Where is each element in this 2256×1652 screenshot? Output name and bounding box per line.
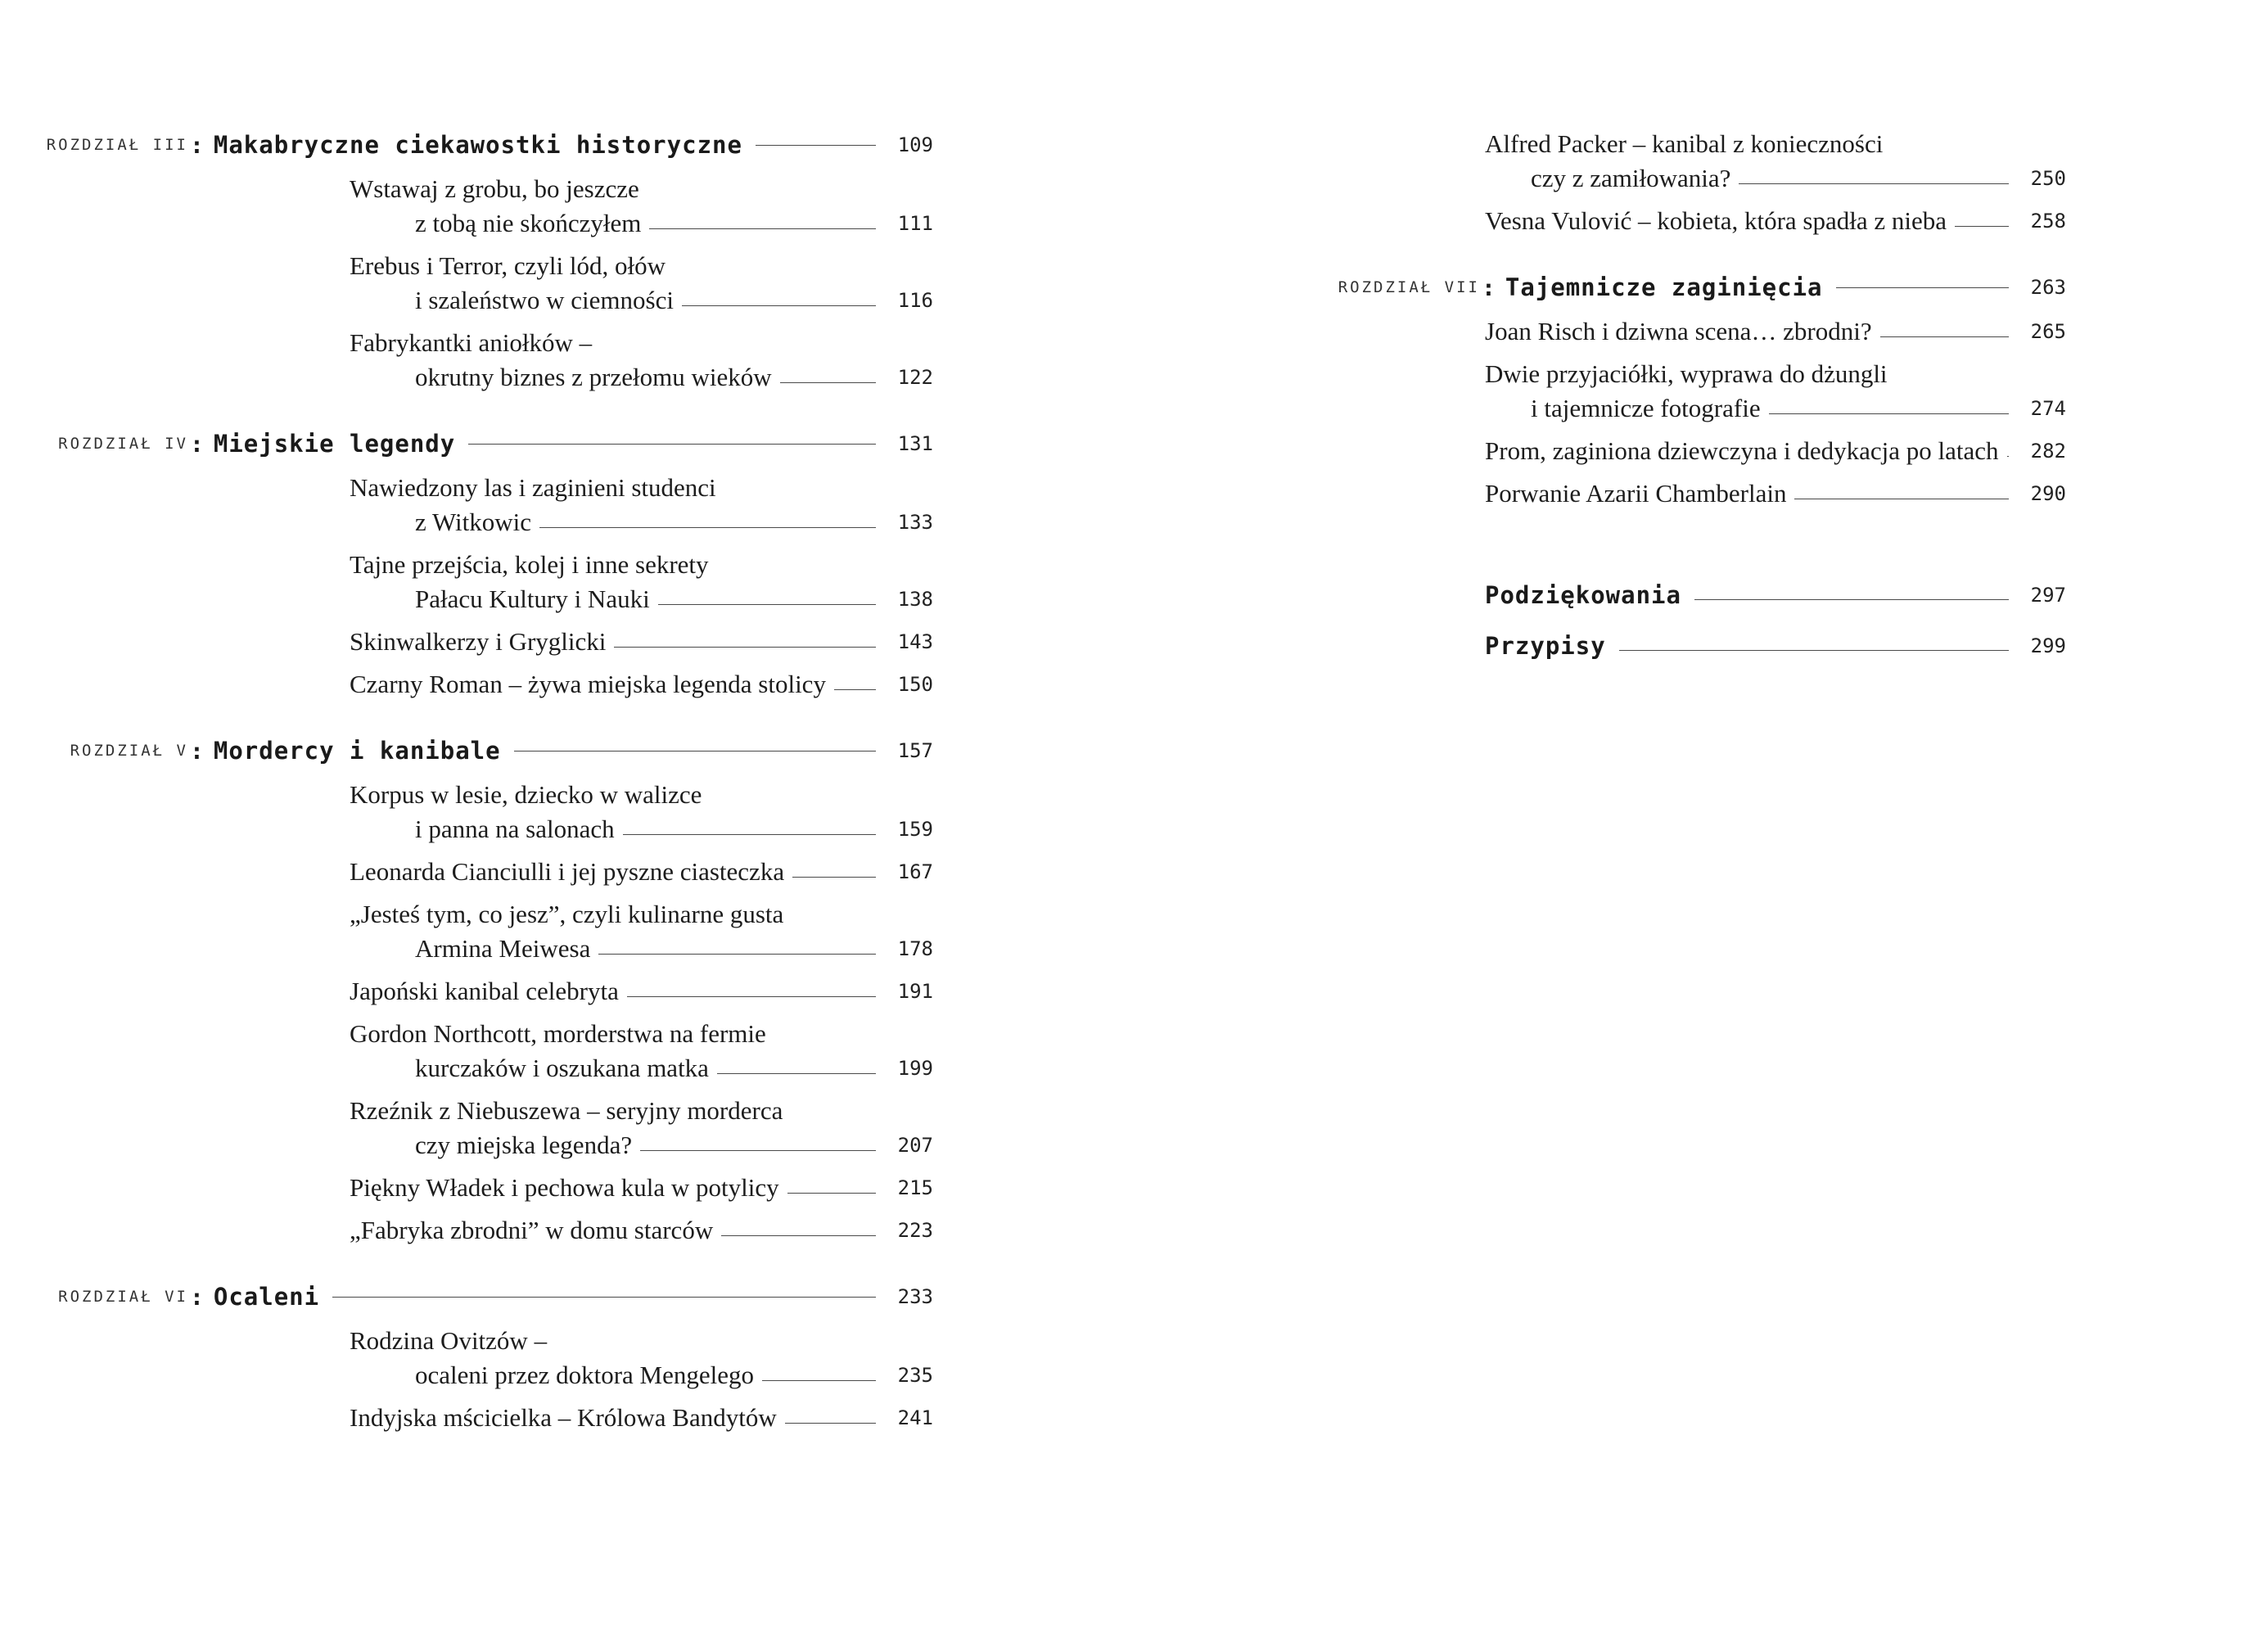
entry-first-line: Nawiedzony las i zaginieni studenci bbox=[350, 473, 716, 502]
leader-rule bbox=[2007, 456, 2010, 457]
toc-entry bbox=[415, 508, 933, 537]
toc-entry bbox=[1485, 317, 2066, 346]
toc-entry bbox=[350, 670, 933, 699]
chapter-colon: : bbox=[190, 737, 204, 765]
leader-rule bbox=[649, 228, 876, 229]
toc-entry bbox=[415, 585, 933, 614]
chapter-title: Miejskie legendy bbox=[213, 430, 456, 458]
entry-title: Leonarda Cianciulli i jej pyszne ciasteczka bbox=[350, 857, 785, 886]
entry-title: z tobą nie skończyłem bbox=[415, 209, 642, 237]
leader-rule bbox=[514, 751, 876, 752]
entry-title: ocaleni przez doktora Mengelego bbox=[415, 1361, 755, 1389]
chapter-heading bbox=[16, 737, 933, 765]
page-number: 122 bbox=[897, 366, 933, 389]
page-number: 265 bbox=[2030, 320, 2066, 343]
entry-title: Japoński kanibal celebryta bbox=[350, 977, 619, 1005]
leader-rule bbox=[792, 877, 876, 878]
chapter-title: Mordercy i kanibale bbox=[213, 737, 501, 765]
entry-first-line: Alfred Packer – kanibal z konieczności bbox=[1485, 129, 1884, 158]
toc-entry bbox=[1485, 206, 2066, 236]
toc-entry bbox=[415, 934, 933, 964]
leader-rule bbox=[780, 382, 876, 383]
page-number: 223 bbox=[897, 1219, 933, 1242]
entry-title: Indyjska mścicielka – Królowa Bandytów bbox=[350, 1403, 777, 1432]
entry-title: Joan Risch i dziwna scena… zbrodni? bbox=[1485, 317, 1872, 345]
entry-first-line: Fabrykantki aniołków – bbox=[350, 328, 593, 357]
chapter-title: Makabryczne ciekawostki historyczne bbox=[213, 131, 742, 159]
leader-rule bbox=[785, 1423, 876, 1424]
page-number: 159 bbox=[897, 818, 933, 841]
entry-title: i panna na salonach bbox=[415, 815, 615, 843]
page-number: 290 bbox=[2030, 482, 2066, 505]
toc-entry bbox=[415, 1361, 933, 1390]
toc-entry bbox=[415, 209, 933, 238]
leader-rule bbox=[468, 444, 876, 445]
leader-rule bbox=[682, 305, 876, 306]
page-number: 150 bbox=[897, 673, 933, 696]
leader-rule bbox=[1619, 650, 2009, 651]
entry-first-line: Erebus i Terror, czyli lód, ołów bbox=[350, 251, 666, 280]
leader-rule bbox=[614, 647, 876, 648]
page-number: 297 bbox=[2030, 584, 2066, 607]
chapter-colon: : bbox=[190, 1283, 204, 1311]
leader-rule bbox=[598, 954, 876, 955]
leader-rule bbox=[623, 834, 876, 835]
entry-first-line: Gordon Northcott, morderstwa na fermie bbox=[350, 1019, 766, 1048]
toc-entry bbox=[1531, 164, 2066, 193]
entry-title: Porwanie Azarii Chamberlain bbox=[1485, 479, 1787, 508]
toc-entry bbox=[350, 1216, 933, 1245]
leader-rule bbox=[332, 1297, 876, 1298]
page-number: 178 bbox=[897, 937, 933, 960]
toc-entry bbox=[1531, 394, 2066, 423]
chapter-prefix: ROZDZIAŁ VII bbox=[1338, 278, 1480, 296]
page-number: 111 bbox=[897, 212, 933, 235]
page-number: 274 bbox=[2030, 397, 2066, 420]
chapter-prefix: ROZDZIAŁ IV bbox=[58, 435, 188, 453]
end-matter-title: Przypisy bbox=[1485, 632, 1606, 660]
toc-entry bbox=[1485, 479, 2066, 508]
chapter-title: Tajemnicze zaginięcia bbox=[1505, 273, 1823, 301]
page-number: 199 bbox=[897, 1057, 933, 1080]
entry-title: Czarny Roman – żywa miejska legenda stolicy bbox=[350, 670, 826, 698]
page-number: 258 bbox=[2030, 210, 2066, 232]
leader-rule bbox=[1880, 336, 2009, 337]
page-number: 282 bbox=[2030, 440, 2066, 463]
chapter-colon: : bbox=[1482, 273, 1496, 301]
leader-rule bbox=[1955, 226, 2009, 227]
end-matter-entry bbox=[1485, 632, 2066, 660]
page-number: 157 bbox=[897, 739, 933, 762]
entry-first-line: „Jesteś tym, co jesz”, czyli kulinarne gusta bbox=[350, 900, 784, 928]
leader-rule bbox=[1694, 599, 2009, 600]
page-number: 215 bbox=[897, 1176, 933, 1199]
page-number: 207 bbox=[897, 1134, 933, 1157]
page-number: 109 bbox=[897, 133, 933, 156]
toc-entry bbox=[350, 857, 933, 887]
entry-title: Skinwalkerzy i Gryglicki bbox=[350, 627, 607, 656]
leader-rule bbox=[539, 527, 876, 528]
entry-title: i szaleństwo w ciemności bbox=[415, 286, 674, 314]
entry-first-line: Rodzina Ovitzów – bbox=[350, 1326, 548, 1355]
chapter-prefix: ROZDZIAŁ VI bbox=[58, 1288, 188, 1306]
toc-entry bbox=[415, 815, 933, 844]
entry-first-line: Tajne przejścia, kolej i inne sekrety bbox=[350, 550, 709, 579]
page-number: 235 bbox=[897, 1364, 933, 1387]
entry-title: kurczaków i oszukana matka bbox=[415, 1054, 709, 1082]
page-number: 131 bbox=[897, 432, 933, 455]
leader-rule bbox=[787, 1193, 876, 1194]
toc-entry bbox=[415, 363, 933, 392]
toc-entry bbox=[1485, 436, 2066, 466]
entry-title: okrutny biznes z przełomu wieków bbox=[415, 363, 772, 391]
leader-rule bbox=[1739, 183, 2009, 184]
page-number: 116 bbox=[897, 289, 933, 312]
toc-entry bbox=[415, 1131, 933, 1160]
leader-rule bbox=[1836, 287, 2009, 288]
page-number: 133 bbox=[897, 511, 933, 534]
entry-title: Vesna Vulović – kobieta, która spadła z nieba bbox=[1485, 206, 1947, 235]
toc-entry bbox=[415, 286, 933, 315]
chapter-colon: : bbox=[190, 131, 204, 159]
leader-rule bbox=[834, 689, 876, 690]
page-number: 250 bbox=[2030, 167, 2066, 190]
entry-first-line: Dwie przyjaciółki, wyprawa do dżungli bbox=[1485, 359, 1888, 388]
chapter-prefix: ROZDZIAŁ V bbox=[70, 742, 188, 760]
leader-rule bbox=[627, 996, 876, 997]
entry-title: Piękny Władek i pechowa kula w potylicy bbox=[350, 1173, 779, 1202]
leader-rule bbox=[640, 1150, 876, 1151]
chapter-prefix: ROZDZIAŁ III bbox=[46, 136, 188, 154]
chapter-heading bbox=[16, 131, 933, 159]
page-number: 191 bbox=[897, 980, 933, 1003]
leader-rule bbox=[756, 145, 876, 146]
toc-entry bbox=[350, 1403, 933, 1433]
page-number: 241 bbox=[897, 1406, 933, 1429]
toc-entry bbox=[415, 1054, 933, 1083]
toc-entry bbox=[350, 1173, 933, 1203]
entry-title: czy z zamiłowania? bbox=[1531, 164, 1731, 192]
page-number: 233 bbox=[897, 1285, 933, 1308]
page-number: 167 bbox=[897, 860, 933, 883]
end-matter-entry bbox=[1485, 581, 2066, 609]
entry-title: Pałacu Kultury i Nauki bbox=[415, 585, 650, 613]
chapter-colon: : bbox=[190, 430, 204, 458]
leader-rule bbox=[717, 1073, 876, 1074]
entry-title: i tajemnicze fotografie bbox=[1531, 394, 1761, 422]
page-number: 299 bbox=[2030, 634, 2066, 657]
entry-first-line: Korpus w lesie, dziecko w walizce bbox=[350, 780, 702, 809]
chapter-title: Ocaleni bbox=[213, 1283, 320, 1311]
leader-rule bbox=[1769, 413, 2009, 414]
entry-title: „Fabryka zbrodni” w domu starców bbox=[350, 1216, 714, 1244]
chapter-heading bbox=[16, 1283, 933, 1311]
entry-first-line: Rzeźnik z Niebuszewa – seryjny morderca bbox=[350, 1096, 783, 1125]
entry-title: Armina Meiwesa bbox=[415, 934, 591, 963]
chapter-heading bbox=[16, 430, 933, 458]
chapter-heading bbox=[1308, 273, 2066, 301]
entry-first-line: Wstawaj z grobu, bo jeszcze bbox=[350, 174, 639, 203]
toc-entry bbox=[350, 977, 933, 1006]
leader-rule bbox=[721, 1235, 876, 1236]
end-matter-title: Podziękowania bbox=[1485, 581, 1681, 609]
entry-title: czy miejska legenda? bbox=[415, 1131, 633, 1159]
leader-rule bbox=[658, 604, 876, 605]
page-number: 263 bbox=[2030, 276, 2066, 299]
entry-title: z Witkowic bbox=[415, 508, 531, 536]
page-number: 143 bbox=[897, 630, 933, 653]
toc-entry bbox=[350, 627, 933, 657]
entry-title: Prom, zaginiona dziewczyna i dedykacja po latach bbox=[1485, 436, 1999, 465]
leader-rule bbox=[762, 1380, 876, 1381]
page-number: 138 bbox=[897, 588, 933, 611]
